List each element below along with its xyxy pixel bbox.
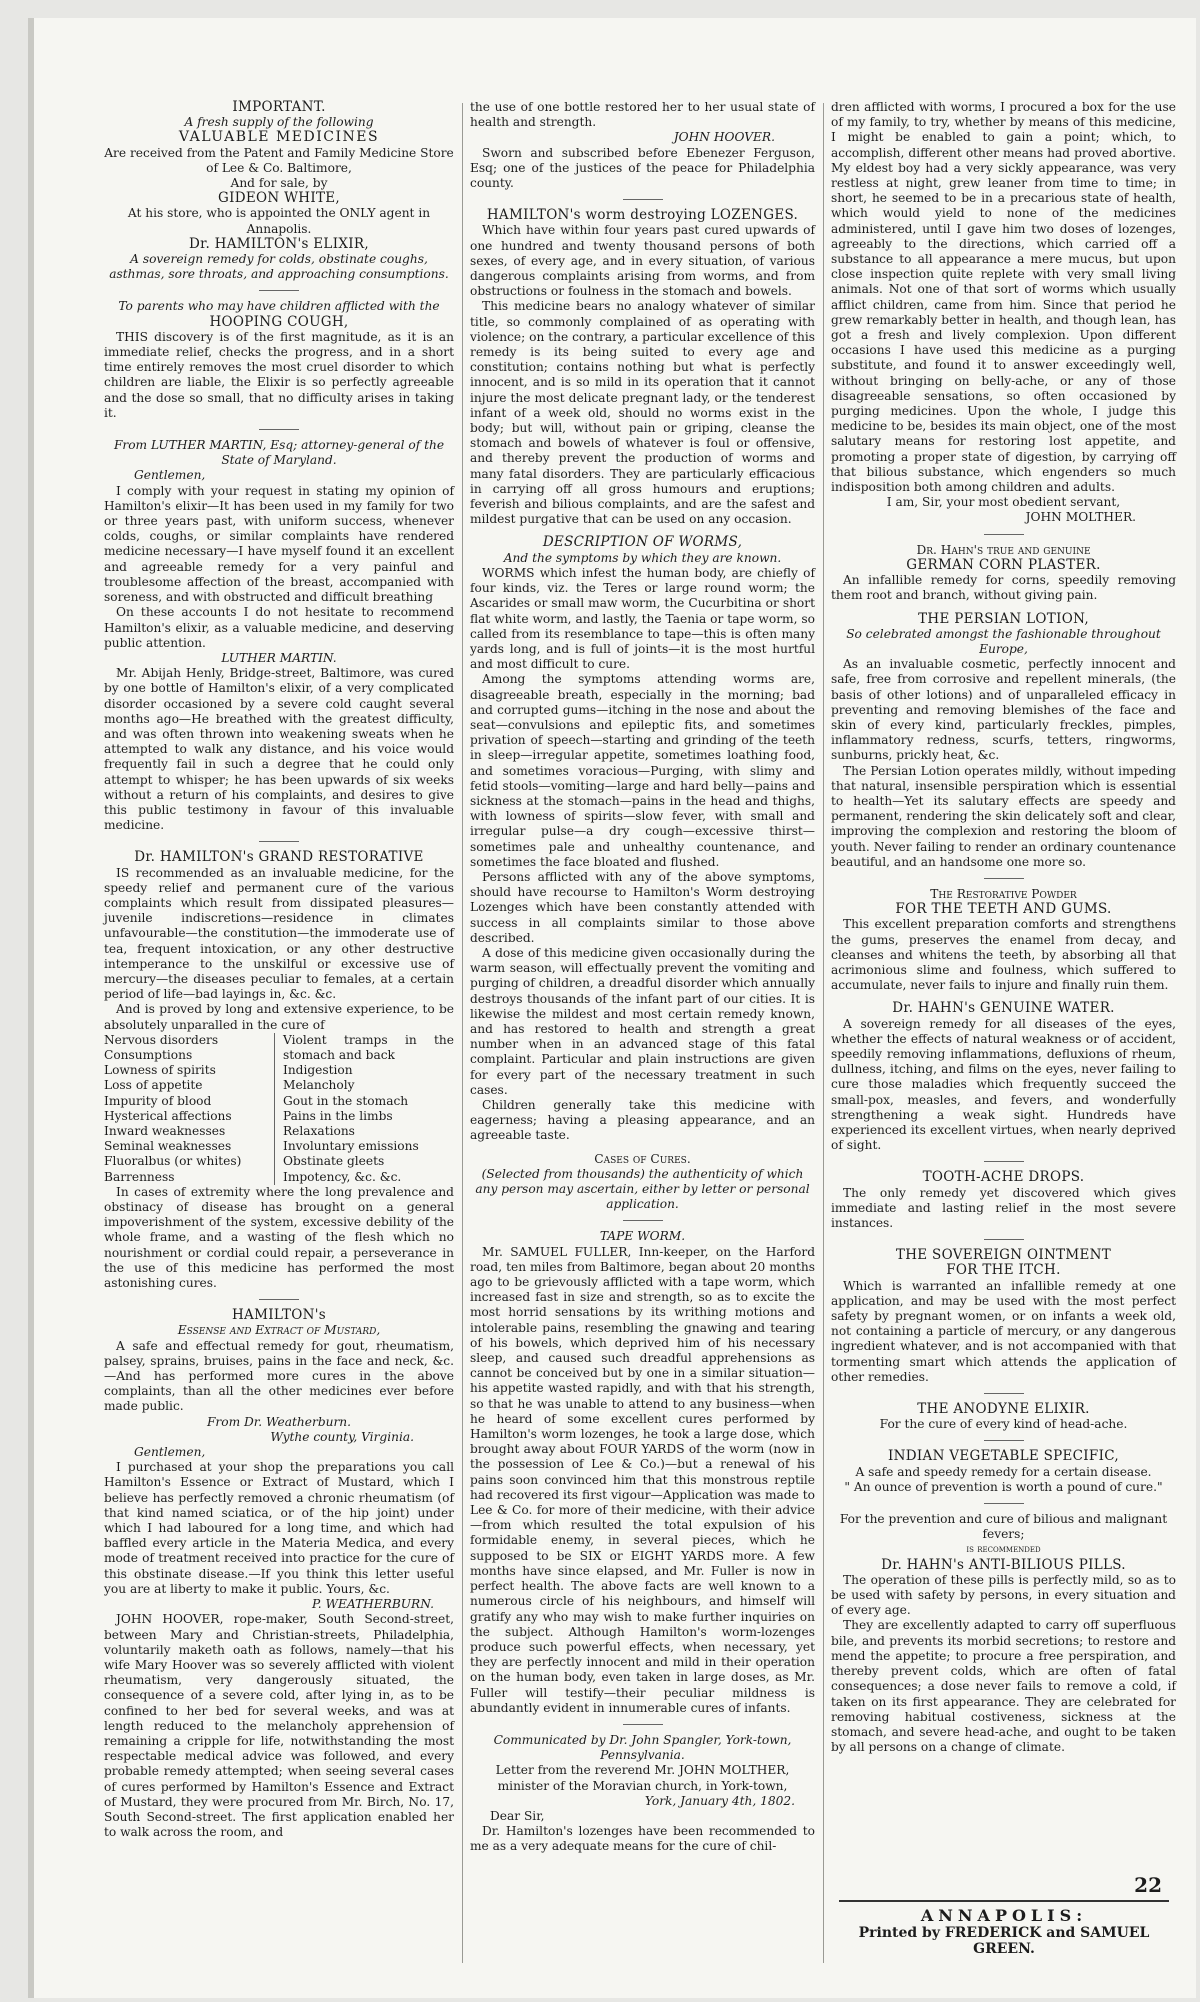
imprint-printer-surname: GREEN. [973, 1941, 1035, 1957]
luther-paragraph-2: On these accounts I do not hesitate to recommend Hamilton's elixir, as a valuable medicine, and deserving public attention. [104, 605, 454, 650]
separator-rule [984, 1239, 1024, 1240]
cures-list-left [104, 1033, 275, 1185]
cases-of-cures-title: Cases of Cures. [594, 1151, 691, 1166]
grand-paragraph-2: And is proved by long and extensive experience, to be absolutely unparalled in the cure of [104, 1002, 454, 1032]
restorative-powder-paragraph: This excellent preparation comforts and strengthens the gums, preserves the enamel from decay, and cleanses and whitens the teeth, by absorbing all that acrimonious slime and foulness, which suffered to accumulate, never fails to injure and finally ruin them. [831, 917, 1176, 993]
column-3 [831, 100, 1176, 1755]
mustard-paragraph: A safe and effectual remedy for gout, rheumatism, palsey, sprains, bruises, pains in the face and neck, &c.—And has performed more cures in the above complaints, than all the other medicines ever before made public. [104, 1338, 454, 1414]
elixir-title: Dr. HAMILTON's ELIXIR, [189, 235, 369, 252]
weatherburn-signature: P. WEATHERBURN. [311, 1597, 434, 1612]
cures-list [104, 1033, 454, 1185]
mustard-title: HAMILTON's [231, 1307, 327, 1324]
tooth-ache-paragraph: The only remedy yet discovered which gives immediate and lasting relief in the most severe instances. [831, 1185, 1176, 1231]
letter-from-line: Letter from the reverend Mr. JOHN MOLTHER, minister of the Moravian church, in York-town, [495, 1763, 790, 1793]
column-1 [104, 100, 454, 1840]
indian-line-2: " An ounce of prevention is worth a pound of cure." [844, 1479, 1163, 1494]
list-item: Barrenness [104, 1169, 175, 1184]
hoover-signature: JOHN HOOVER. [673, 130, 775, 145]
column-rule [823, 103, 824, 1963]
separator-rule [259, 841, 299, 842]
list-item: Pains in the limbs [283, 1108, 393, 1123]
henly-paragraph: Mr. Abijah Henly, Bridge-street, Baltimore, was cured by one bottle of Hamilton's elixir, of a very complicated disorder occasioned by a severe cold caught several months ago—He breathed with the greatest difficulty, and was often thrown into weakening sweats when he attempted to walk any distance, and his voice would frequently fail in such a degree that he could only attempt to whisper; he has been upwards of six weeks without a return of his complaints, and desires to give this public testimony in favour of this invaluable medicine. [104, 666, 454, 833]
list-item: Seminal weaknesses [104, 1139, 232, 1154]
separator-rule [623, 199, 663, 200]
persian-paragraph-2: The Persian Lotion operates mildly, without impeding that natural, insensible perspiration which is essential to health—Yet its salutary effects are speedy and permanent, rendering the skin delicately soft and clear, improving the complexion and restoring the bloom of youth. Never failing to render an ordinary countenance beautiful, and an handsome one more so. [831, 763, 1176, 869]
cures-list-right [283, 1033, 454, 1185]
weatherburn-paragraph: I purchased at your shop the preparations you call Hamilton's Essence or Extract of Mustard, which I believe has perfectly removed a chronic rheumatism (of that kind named sciatica, or of the hip joint) under which I had laboured for a long time, and which had baffled every article in the Materia Medica, and every mode of treatment received into practice for the cure of this obstinate disease.—If you think this letter useful you are at liberty to make it public. Yours, &c. [104, 1460, 454, 1596]
worm-paragraph-1: Which have within four years past cured upwards of one hundred and twenty thousand persons of both sexes, of every age, and in every situation, of various dangerous complaints arising from worms, and from obstructions or foulness in the stomach and bowels. [470, 223, 815, 299]
salutation: Gentlemen, [134, 1445, 206, 1460]
column-rule [462, 103, 463, 1963]
indian-specific-title: INDIAN VEGETABLE SPECIFIC, [888, 1448, 1119, 1465]
page-number: 22 [1134, 1873, 1162, 1897]
pills-paragraph-2: They are excellently adapted to carry off superfluous bile, and prevents its morbid secretions; to restore and mend the appetite; to procure a free perspiration, and thereby prevent colds, which are often of fatal consequences; a dose never fails to remove a cold, if taken on its first appearance. They are celebrated for removing habitual costiveness, sickness at the stomach, and severe head-ache, and ought to be taken by all persons on a change of climate. [831, 1618, 1176, 1755]
important-heading: IMPORTANT. [232, 99, 326, 115]
grand-paragraph-1: IS recommended as an invaluable medicine, for the speedy relief and permanent cure of the various complaints which result from dissipated pleasures—juvenile indiscretions—residence in climates unfavourable—the constitution—the immoderate use of tea, frequent intoxication, or any other destructive intemperance to the unskilful or excessive use of mercury—the diseases peculiar to females, at a certain period of life—bad layings in, &c. &c. [104, 865, 454, 1002]
imprint [839, 1900, 1169, 1957]
elixir-subtitle: A sovereign remedy for colds, obstinate coughs, asthmas, sore throats, and approaching consumptions. [109, 252, 449, 282]
communicated-line: Communicated by Dr. John Spangler, York-town, Pennsylvania. [493, 1732, 792, 1763]
valuable-medicines-heading: VALUABLE MEDICINES [178, 129, 380, 146]
list-item: Inward weaknesses [104, 1124, 226, 1138]
list-item: Impotency, &c. &c. [283, 1169, 402, 1184]
worm-lozenges-title: HAMILTON's worm destroying LOZENGES. [486, 207, 799, 224]
genuine-water-paragraph: A sovereign remedy for all diseases of the eyes, whether the effects of natural weakness or of accident, speedily removing inflammations, defluxions of rheum, dullness, itching, and films on the eyes, never failing to cure those maladies which frequently succeed the small-pox, measles, and fevers, and wonderfully strengthening a weak sight. Hundreds have experienced its excellent virtues, when nearly deprived of sight. [831, 1016, 1176, 1153]
list-item: Impurity of blood [104, 1093, 212, 1108]
list-item: Loss of appetite [104, 1078, 203, 1093]
list-item: Relaxations [283, 1124, 355, 1138]
separator-rule [259, 290, 299, 291]
from-luther-martin: From LUTHER MARTIN, Esq; attorney-general of the State of Maryland. [113, 438, 445, 468]
anti-bilious-pills-title: Dr. HAHN's ANTI-BILIOUS PILLS. [881, 1556, 1126, 1573]
list-item: Obstinate gleets [283, 1154, 385, 1169]
salutation: Gentlemen, [134, 468, 206, 483]
dear-sir: Dear Sir, [490, 1808, 545, 1823]
molther-paragraph: dren afflicted with worms, I procured a box for the use of my family, to try, whether by means of this medicine, I might be enabled to gain a point; which, to accomplish, different other means had proved abortive. My eldest boy had a very sickly appearance, was very restless at night, grew leaner from time to time; in short, he seemed to be in a precarious state of health, which would yield to none of the medicines administered, until I gave him two doses of lozenges, agreeably to the directions, which carried off a substance to all appearance a mere mucus, but upon close inspection quite replete with very small living animals. Not one of that sort of worms which usually afflict children, came from him. Since that period he grew remarkably better in health, and though lean, has got a fresh and lively complexion. Upon different occasions I have used this medicine as a purging substitute, and found it to answer exceedingly well, without bringing on belly-ache, or any of those disagreeable sensations, so often occasioned by purging medicines. Upon the whole, I judge this medicine to be, besides its main object, one of the most salutary means for restoring lost appetite, and promoting a proper state of digestion, by carrying off that bilious substance, which engenders so much indisposition both among children and adults. [831, 100, 1176, 495]
letter-date: York, January 4th, 1802. [644, 1793, 795, 1808]
anodyne-title: THE ANODYNE ELIXIR. [917, 1401, 1090, 1418]
corn-plaster-paragraph: An infallible remedy for corns, speedily removing them root and branch, without giving pain. [831, 573, 1176, 603]
from-weatherburn: From Dr. Weatherburn. [206, 1414, 352, 1429]
list-item: Gout in the stomach [283, 1093, 409, 1108]
hooping-cough-heading: HOOPING COUGH, [209, 313, 349, 330]
molther-signature: JOHN MOLTHER. [1025, 510, 1136, 525]
separator-rule [984, 1440, 1024, 1441]
luther-signature: LUTHER MARTIN. [221, 650, 337, 665]
corn-plaster-title: Dr. Hahn's true and genuine [916, 542, 1091, 557]
separator-rule [984, 878, 1024, 879]
hooping-paragraph: THIS discovery is of the first magnitude, as it is an immediate relief, checks the progress, and in a short time entirely removes the most cruel disorder to which children are liable, the Elixir is so perfectly agreeable and the dose so small, that no difficulty arises in taking it. [104, 329, 454, 420]
separator-rule [259, 429, 299, 430]
persian-lotion-title: THE PERSIAN LOTION, [918, 610, 1089, 627]
luther-paragraph-1: I comply with your request in stating my opinion of Hamilton's elixir—It has been used in my family for two or three years past, with uniform success, whenever colds, coughs, or similar complaints have rendered medicine necessary—I have myself found it an excellent and agreeable remedy for a very painful and troublesome affection of the breast, accompanied with soreness, and with obstructed and difficult breathing [104, 483, 454, 605]
description-paragraph-4: A dose of this medicine given occasionally during the warm season, will effectually prevent the vomiting and purging of children, a dreadful disorder which annually destroys thousands of the infant part of our cities. It is likewise the mildest and most certain remedy known, and has restored to health and strength a great number when in an advanced stage of this fatal complaint. Particular and plain instructions are given for every part of the necessary treatment in such cases. [470, 945, 815, 1097]
list-item: Lowness of spirits [104, 1063, 216, 1078]
agent-line: At his store, who is appointed the ONLY agent in Annapolis. [127, 206, 431, 236]
pills-prevention-line: For the prevention and cure of bilious and malignant fevers; [839, 1512, 1168, 1542]
description-paragraph-3: Persons afflicted with any of the above symptoms, should have recourse to Hamilton's Worm destroying Lozenges which have been constantly attended with success in all complaints similar to those above described. [470, 869, 815, 945]
description-paragraph-5: Children generally take this medicine with eagerness; having a pleasing appearance, and an agreeable taste. [470, 1098, 815, 1143]
imprint-printers: Printed by FREDERICK and SAMUEL [858, 1925, 1150, 1941]
description-subtitle: And the symptoms by which they are known. [503, 550, 782, 565]
pills-recommended-line: is recommended [966, 1543, 1041, 1556]
anodyne-paragraph: For the cure of every kind of head-ache. [879, 1417, 1128, 1432]
molther-closing: I am, Sir, your most obedient servant, [886, 495, 1121, 510]
imprint-city: ANNAPOLIS: [920, 1906, 1088, 1925]
separator-rule [623, 1724, 663, 1725]
persian-paragraph-1: As an invaluable cosmetic, perfectly innocent and safe, free from corrosive and repellent minerals, (the basis of other lotions) and of unparalleled efficacy in preventing and removing blemishes of the face and skin of every kind, particularly freckles, pimples, inflammatory redness, scurfs, tetters, ringworms, sunburns, prickly heat, &c. [831, 657, 1176, 763]
separator-rule [259, 1299, 299, 1300]
newspaper-page [28, 18, 1196, 1998]
fresh-supply-line: A fresh supply of the following [184, 115, 374, 130]
description-paragraph-1: WORMS which infest the human body, are chiefly of four kinds, viz. the Teres or large round worm; the Ascarides or small maw worm, the Cucurbitina or short flat white worm, and lastly, the Taenia or tape worm, so called from its resemblance to tape—this is often many yards long, and is full of joints—it is the most hurtful and most difficult to cure. [470, 565, 815, 672]
list-item: Violent tramps in the stomach and back [283, 1032, 454, 1062]
list-item: Indigestion [283, 1063, 353, 1078]
letter-start: Dr. Hamilton's lozenges have been recommended to me as a very adequate means for the cure of chil- [470, 1824, 815, 1854]
genuine-water-title: Dr. HAHN's GENUINE WATER. [892, 1000, 1115, 1017]
description-paragraph-2: Among the symptoms attending worms are, disagreeable breath, especially in the morning; bad and corrupted gums—itching in the nose and about the seat—convulsions and epileptic fits, and sometimes privation of speech—starting and grinding of the teeth in sleep—irregular appetite, sometimes loathing food, and sometimes voracious—Purging, with slimy and fetid stools—vomiting—large and hard belly—pains and sickness at the stomach—pains in the head and thighs, with lowness of spirits—slow fever, with small and irregular pulse—a dry cough—excessive thirst—sometimes pale and unhealthy countenance, and sometimes the face bloated and flushed. [470, 672, 815, 869]
corn-plaster-title-2: GERMAN CORN PLASTER. [906, 556, 1101, 573]
and-for-sale-line: And for sale, by [230, 176, 328, 191]
list-item: Melancholy [283, 1078, 355, 1093]
pills-paragraph-1: The operation of these pills is perfectly mild, so as to be used with safety by persons, in every situation and of every age. [831, 1572, 1176, 1618]
ointment-title-2: FOR THE ITCH. [946, 1262, 1061, 1279]
indian-line-1: A safe and speedy remedy for a certain disease. [855, 1464, 1152, 1479]
separator-rule [984, 534, 1024, 535]
separator-rule [984, 1503, 1024, 1504]
worm-paragraph-2: This medicine bears no analogy whatever of similar title, so commonly complained of as operating with violence; on the contrary, a particular excellence of this remedy is its being suited to every age and constitution; contains nothing but what is perfectly innocent, and is so mild in its operation that it cannot injure the most delicate pregnant lady, or the tenderest infant of a week old, should no worms exist in the body; but will, without pain or griping, cleanse the stomach and bowels of whatever is foul or offensive, and thereby prevent the production of worms and many fatal disorders. They are particularly efficacious in carrying off all gross humours and eruptions; feverish and bilious complaints, and are the safest and mildest purgative that can be used on any occasion. [470, 299, 815, 527]
list-item: Consumptions [104, 1047, 193, 1062]
list-item: Nervous disorders [104, 1032, 219, 1047]
cases-subtitle: (Selected from thousands) the authenticity of which any person may ascertain, either by letter or personal application. [475, 1166, 810, 1212]
grand-restorative-title: Dr. HAMILTON's GRAND RESTORATIVE [134, 849, 424, 866]
gideon-white-name: GIDEON WHITE, [218, 190, 340, 207]
restorative-powder-title-2: FOR THE TEETH AND GUMS. [895, 901, 1112, 918]
ointment-paragraph: Which is warranted an infallible remedy at one application, and may be used with the most perfect safety by pregnant women, or on infants a week old, not containing a particle of mercury, or any dangerous ingredient whatever, and is not accompanied with that tormenting smart which attends the application of other remedies. [831, 1278, 1176, 1384]
persian-lotion-subtitle: So celebrated amongst the fashionable throughout Europe, [846, 626, 1161, 656]
separator-rule [984, 1161, 1024, 1162]
separator-rule [623, 1220, 663, 1221]
column-2 [470, 100, 815, 1855]
list-item: Involuntary emissions [283, 1139, 419, 1154]
separator-rule [984, 1393, 1024, 1394]
grand-paragraph-3: In cases of extremity where the long prevalence and obstinacy of disease has brought on a general impoverishment of the system, excessive debility of the whole frame, and a wasting of the flesh which no nourishment or cordial could repair, a perseverance in the use of this medicine has performed the most astonishing cures. [104, 1184, 454, 1291]
restorative-powder-title: The Restorative Powder [930, 886, 1077, 901]
tape-worm-title: TAPE WORM. [599, 1229, 686, 1244]
sworn-paragraph: Sworn and subscribed before Ebenezer Ferguson, Esq; one of the justices of the peace for Philadelphia county. [470, 145, 815, 191]
received-line: Are received from the Patent and Family Medicine Store of Lee & Co. Baltimore, [104, 145, 454, 175]
hoover-paragraph: JOHN HOOVER, rope-maker, South Second-street, between Mary and Christian-streets, Philadelphia, voluntarily maketh oath as follows, namely—that his wife Mary Hoover was so severely afflicted with violent rheumatism, very dangerously situated, the consequence of a severe cold, after lying in, as to be confined to her bed for several weeks, and was at length reduced to the melancholy apprehension of remaining a cripple for life, notwithstanding the most respectable medical advice was followed, and every probable remedy attempted; when seeing several cases of cures performed by Hamilton's Essence and Extract of Mustard, they were procured from Mr. Birch, No. 17, South Second-street. The first application enabled her to walk across the room, and [104, 1612, 454, 1840]
hoover-continuation: the use of one bottle restored her to her usual state of health and strength. [470, 100, 815, 130]
ointment-title: THE SOVEREIGN OINTMENT [895, 1247, 1112, 1264]
wythe-county-line: Wythe county, Virginia. [270, 1429, 414, 1444]
mustard-subtitle: Essense and Extract of Mustard, [177, 1323, 381, 1338]
description-of-worms-title: DESCRIPTION OF WORMS, [542, 534, 743, 551]
list-item: Hysterical affections [104, 1108, 232, 1123]
tape-worm-paragraph: Mr. SAMUEL FULLER, Inn-keeper, on the Harford road, ten miles from Baltimore, began about 20 months ago to be grievously afflicted with a tape worm, which increased fast in size and strength, so as to excite the most horrid sensations by its writhing motions and intolerable pains, resembling the gnawing and tearing of his bowels, which deprived him of his necessary sleep, and caused such dreadful apprehensions as cannot be conceived but by one in a similar situation—his appetite wasted rapidly, and with that his strength, so that he was unable to attend to any business—when he heard of some excellent cures performed by Hamilton's worm lozenges, he took a large dose, which brought away about FOUR YARDS of the worm (now in the possession of Lee & Co.)—but a renewal of his pains soon convinced him that this monstrous reptile had recovered its first vigour—Application was made to Lee & Co. for more of their medicine, with their advice—from which resulted the total expulsion of his formidable enemy, in several pieces, which he supposed to be SIX or EIGHT YARDS more. A few months have since elapsed, and Mr. Fuller is now in perfect health. The above facts are well known to a numerous circle of his neighbours, and himself will gratify any who may wish to make further inquiries on the subject. Although Hamilton's worm-lozenges produce such powerful effects, when necessary, yet they are perfectly innocent and mild in their operation on the human body, even taken in large doses, as Mr. Fuller will testify—their peculiar mildness is abundantly evident in innumerable cures of infants. [470, 1244, 815, 1715]
tooth-ache-title: TOOTH-ACHE DROPS. [922, 1169, 1085, 1186]
parents-line: To parents who may have children afflicted with the [118, 299, 440, 314]
list-item: Fluoralbus (or whites) [104, 1154, 242, 1169]
